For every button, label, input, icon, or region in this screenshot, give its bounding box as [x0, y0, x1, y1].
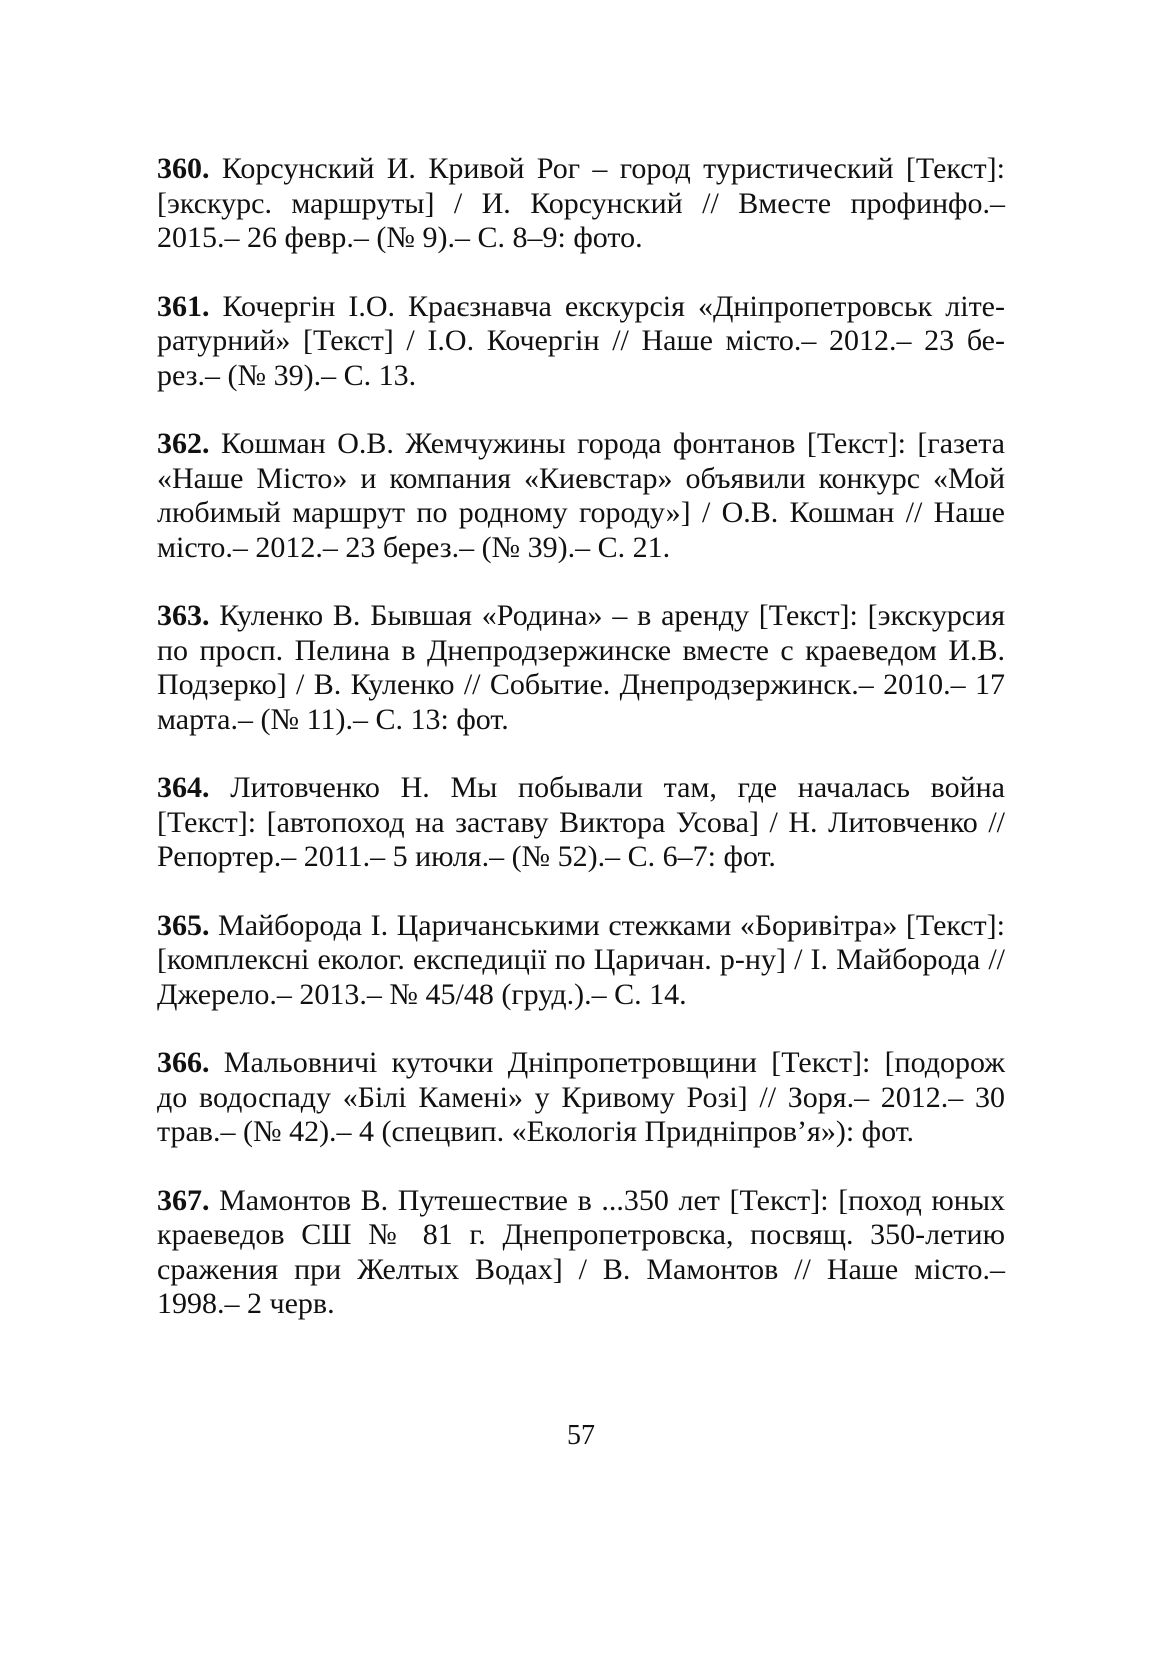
entry-text: Мамонтов В. Путешествие в ...350 лет [Текст]: [поход юных краеведов СШ № 81 г. Днепропетровска, посвящ. 350-летию сражения при Желтых Водах] / В. Мамонтов // Наше місто.– 1998.– 2 черв. — [157, 1183, 1005, 1320]
entry-text: Корсунский И. Кривой Рог – город туристический [Текст]: [экскурс. маршруты] / И. Корсунский // Вместе профинфо.– 2015.– 26 февр.– (№ 9).– С. 8–9: фото. — [157, 152, 1005, 254]
entry-number: 366. — [157, 1046, 210, 1079]
entry-number: 365. — [157, 908, 210, 942]
bibliography-entry-363 — [157, 599, 1005, 737]
bibliography-entry-361 — [157, 290, 1005, 394]
bibliography-entry-365 — [157, 909, 1005, 1013]
entry-text: Мальовничі куточки Дніпропетровщини [Текст]: [подорож до водоспаду «Білі Камені» у Кривому Розі] // Зоря.– 2012.– 30 трав.– (№ 42).– 4 (спецвип. «Екологія Придніпров’я»): фот. — [157, 1046, 1005, 1148]
bibliography-entry-362 — [157, 427, 1005, 565]
entry-text: Литовченко Н. Мы побывали там, где началась война [Текст]: [автопоход на заставу Виктора Усова] / Н. Литовченко // Репортер.– 2011.– 5 июля.– (№ 52).– С. 6–7: фот. — [157, 771, 1005, 873]
entry-number: 361. — [157, 289, 210, 323]
entry-number: 367. — [157, 1183, 210, 1217]
entry-text: Кочергін І.О. Краєзнавча екскурсія «Дніпропетровськ літературний» [Текст] / І.О. Кочергін // Наше місто.– 2012.– 23 берез.– (№ 39).– С. 13. — [157, 289, 1005, 392]
entry-number: 363. — [157, 599, 210, 632]
entry-text: Майборода І. Царичанськими стежками «Боривітра» [Текст]: [комплексні еколог. експедиції по Царичан. р-ну] / І. Майборода // Джерело.– 2013.– № 45/48 (груд.).– С. 14. — [157, 908, 1005, 1011]
page-number: 57 — [567, 1420, 595, 1451]
entry-text: Куленко В. Бывшая «Родина» – в аренду [Текст]: [экскурсия по просп. Пелина в Днепродзержинске вместе с краеведом И.В. Подзерко] / В. Куленко // Событие. Днепродзержинск.– 2010.– 17 марта.– (№ 11).– С. 13: фот. — [157, 599, 1005, 736]
entry-number: 364. — [157, 771, 210, 804]
bibliography-entry-366 — [157, 1046, 1005, 1150]
entry-text: Кошман О.В. Жемчужины города фонтанов [Текст]: [газета «Наше Місто» и компания «Киевстар» объявили конкурс «Мой любимый маршрут по родному городу»] / О.В. Кошман // Наше місто.– 2012.– 23 берез.– (№ 39).– С. 21. — [157, 427, 1005, 564]
entry-number: 362. — [157, 427, 210, 460]
bibliography-entry-367 — [157, 1184, 1005, 1322]
bibliography-list — [157, 152, 1005, 1356]
entry-number: 360. — [157, 152, 210, 185]
bibliography-entry-364 — [157, 771, 1005, 875]
bibliography-entry-360 — [157, 152, 1005, 256]
